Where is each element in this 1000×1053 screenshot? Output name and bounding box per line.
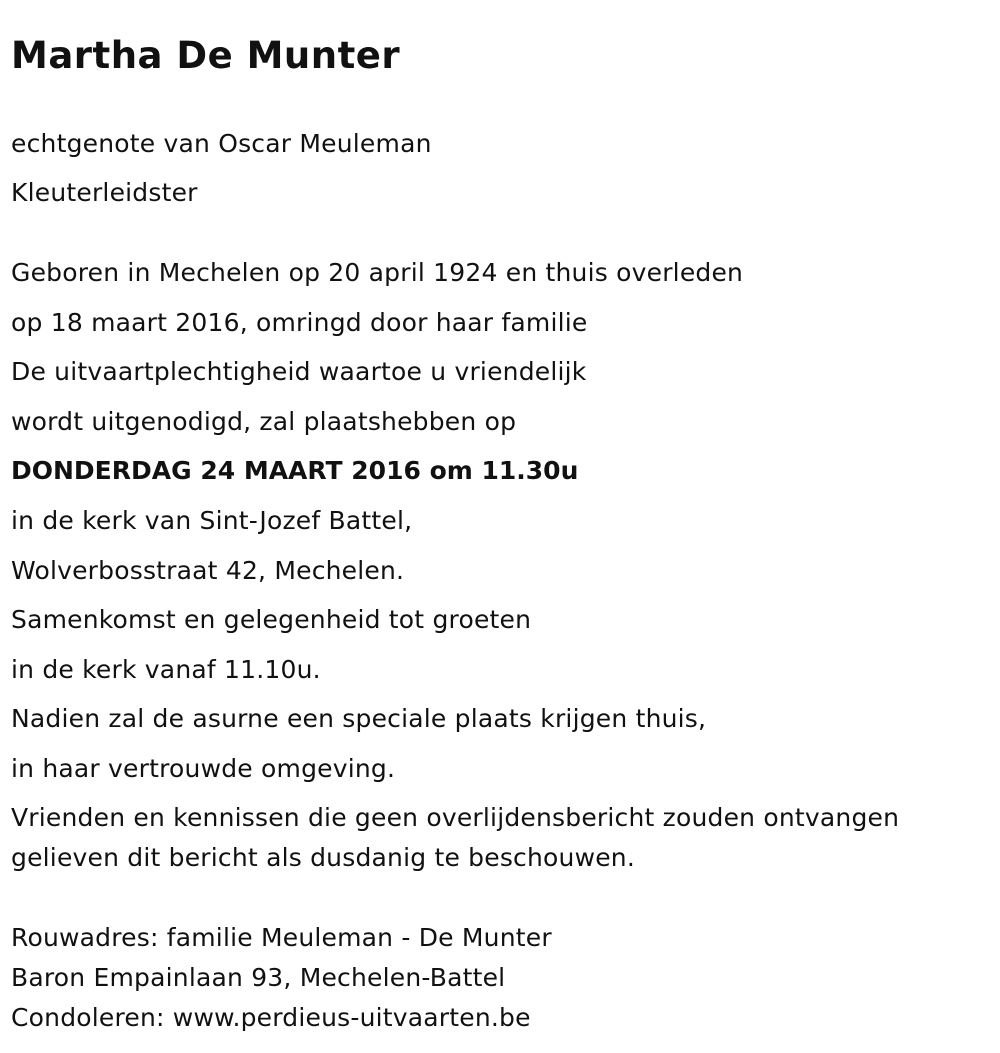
body-line-death: op 18 maart 2016, omringd door haar familie <box>11 308 588 337</box>
profession-line: Kleuterleidster <box>11 178 198 207</box>
body-line-invited: wordt uitgenodigd, zal plaatshebben op <box>11 407 517 436</box>
gathering-time: in de kerk vanaf 11.10u. <box>11 655 321 684</box>
urn-line: Nadien zal de asurne een speciale plaats krijgen thuis, <box>11 704 707 733</box>
condolence-link[interactable]: Condoleren: www.perdieus-uitvaarten.be <box>11 1003 531 1032</box>
notice-line: Vrienden en kennissen die geen overlijdensbericht zouden ontvangen <box>11 803 900 832</box>
funeral-date: DONDERDAG 24 MAART 2016 om 11.30u <box>11 456 579 485</box>
gathering-line: Samenkomst en gelegenheid tot groeten <box>11 605 532 634</box>
church-line: in de kerk van Sint-Jozef Battel, <box>11 506 413 535</box>
deceased-name: Martha De Munter <box>11 34 401 77</box>
street-address: Baron Empainlaan 93, Mechelen-Battel <box>11 963 506 992</box>
notice-line-2: gelieven dit bericht als dusdanig te beschouwen. <box>11 843 635 872</box>
church-address: Wolverbosstraat 42, Mechelen. <box>11 556 405 585</box>
mourning-address: Rouwadres: familie Meuleman - De Munter <box>11 923 552 952</box>
body-line-invitation: De uitvaartplechtigheid waartoe u vriendelijk <box>11 357 587 386</box>
urn-place-line: in haar vertrouwde omgeving. <box>11 754 396 783</box>
spouse-line: echtgenote van Oscar Meuleman <box>11 129 432 158</box>
body-line-birth: Geboren in Mechelen op 20 april 1924 en thuis overleden <box>11 258 744 287</box>
